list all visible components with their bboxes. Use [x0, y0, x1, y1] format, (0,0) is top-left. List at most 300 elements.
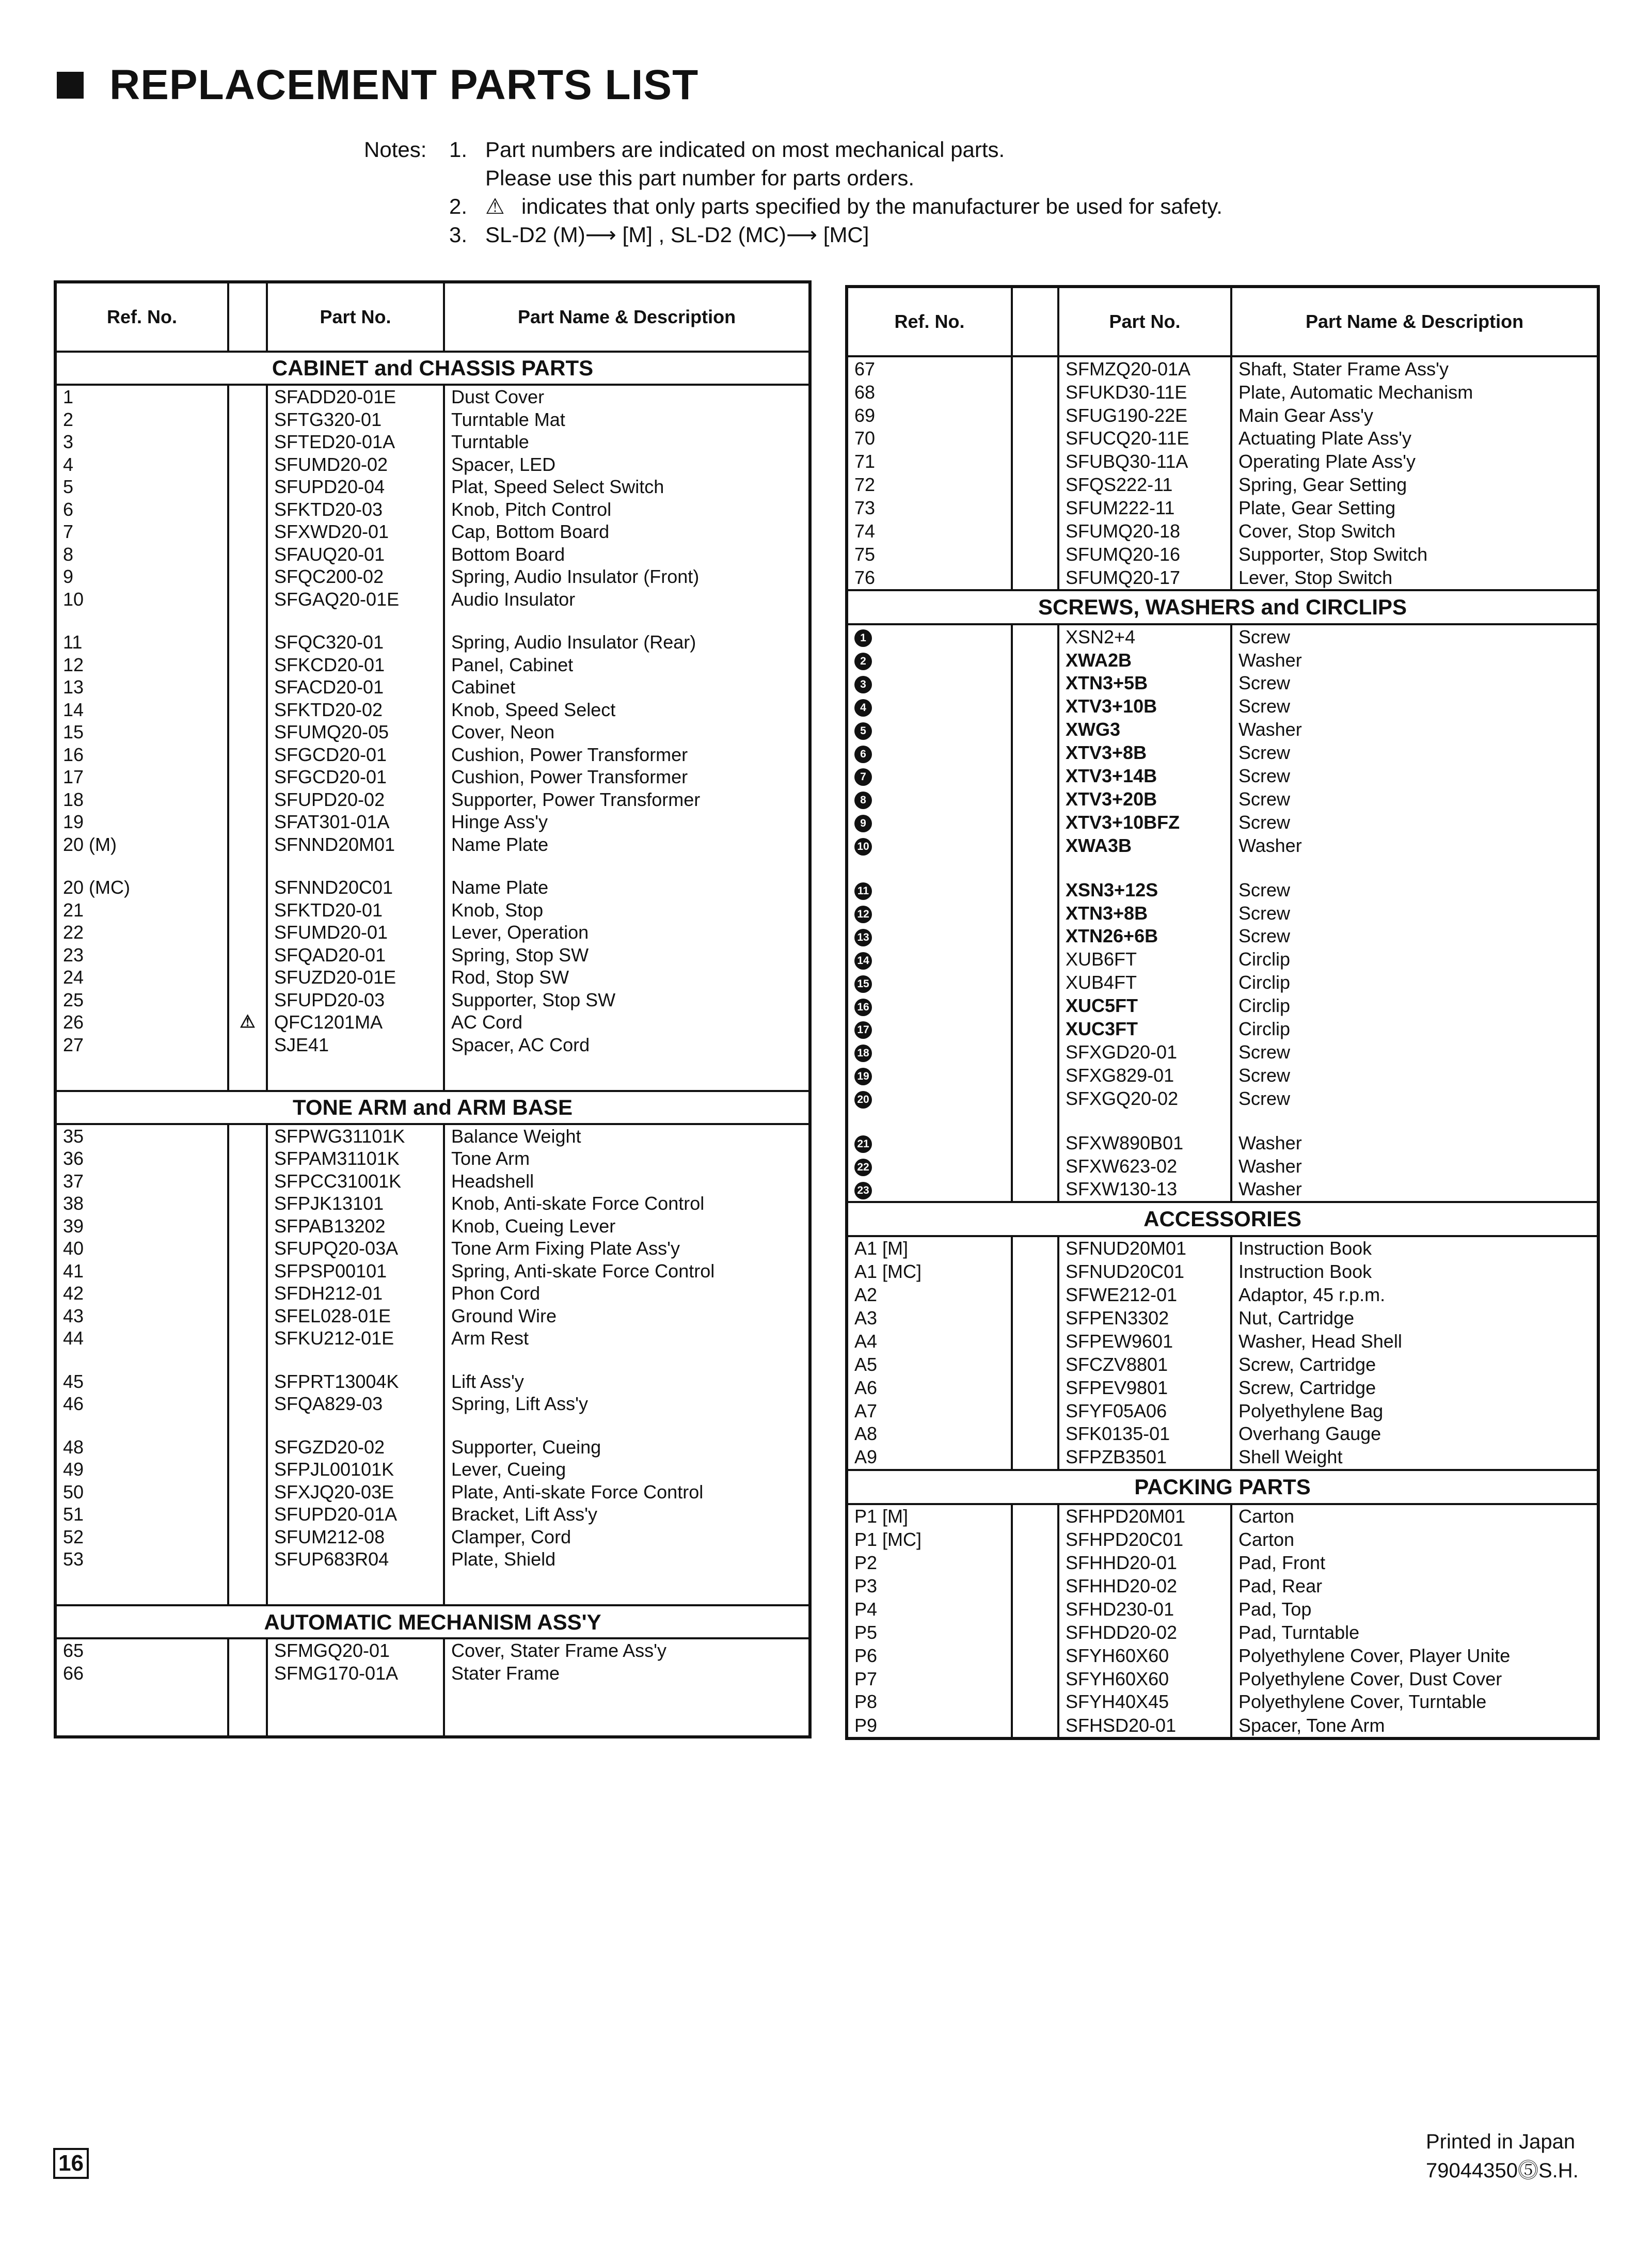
table-row — [55, 631, 810, 654]
table-row — [847, 1528, 1598, 1552]
table-row — [847, 834, 1598, 857]
part-no: SFPAB13202 — [267, 1215, 444, 1238]
header-part-no: Part No. — [267, 282, 444, 352]
safety-mark — [1012, 1446, 1058, 1470]
part-no: SFMGQ20-01 — [267, 1638, 444, 1662]
safety-mark — [1012, 971, 1058, 994]
part-description: Polyethylene Cover, Player Unite — [1238, 1645, 1511, 1666]
part-description: Pad, Top — [1238, 1598, 1312, 1620]
part-no: XWG3 — [1058, 718, 1231, 741]
ref-no: 18 — [55, 788, 228, 811]
part-no: SFQA829-03 — [267, 1393, 444, 1415]
table-row — [55, 1526, 810, 1548]
table-row — [55, 431, 810, 453]
ref-no: 41 — [55, 1260, 228, 1283]
part-description: Screw — [1238, 765, 1291, 786]
table-row — [55, 1282, 810, 1305]
ref-no: 35 — [55, 1124, 228, 1148]
safety-mark — [1012, 1131, 1058, 1155]
part-description: Hinge Ass'y — [451, 811, 548, 832]
safety-mark — [228, 654, 267, 676]
part-description: Clamper, Cord — [451, 1526, 571, 1547]
safety-mark — [228, 811, 267, 833]
part-description: Spring, Anti-skate Force Control — [451, 1260, 715, 1282]
table-row — [55, 1237, 810, 1260]
table-row — [847, 1621, 1598, 1644]
safety-mark — [1012, 1155, 1058, 1178]
table-row — [847, 1644, 1598, 1667]
table-row — [55, 1170, 810, 1193]
safety-mark — [228, 1282, 267, 1305]
header-description: Part Name & Description — [444, 282, 810, 352]
safety-mark — [1012, 878, 1058, 902]
ref-no: 40 — [55, 1237, 228, 1260]
circled-number-icon: 21 — [854, 1135, 872, 1153]
part-no: SFQS222-11 — [1058, 473, 1231, 496]
safety-mark — [1012, 543, 1058, 566]
safety-mark — [228, 788, 267, 811]
safety-mark — [228, 721, 267, 744]
section-title: CABINET and CHASSIS PARTS — [55, 352, 810, 385]
table-row — [847, 381, 1598, 404]
part-no: SFGCD20-01 — [267, 744, 444, 766]
part-description: Plate, Automatic Mechanism — [1238, 381, 1473, 403]
safety-mark — [228, 989, 267, 1011]
part-no: SFKCD20-01 — [267, 654, 444, 676]
table-row — [55, 788, 810, 811]
part-description: Washer, Head Shell — [1238, 1330, 1402, 1352]
safety-mark — [228, 744, 267, 766]
table-row — [55, 588, 810, 611]
ref-no: 38 — [55, 1192, 228, 1215]
ref-no — [847, 1155, 1012, 1178]
safety-mark — [1012, 1714, 1058, 1738]
table-row — [55, 408, 810, 431]
part-description: Screw — [1238, 811, 1291, 833]
ref-no — [847, 811, 1012, 834]
ref-no: A1 [M] — [847, 1236, 1012, 1260]
part-description: Spacer, Tone Arm — [1238, 1714, 1385, 1736]
section-header-row — [55, 352, 810, 385]
ref-no: P2 — [847, 1551, 1012, 1574]
safety-mark — [228, 631, 267, 654]
safety-mark — [1012, 381, 1058, 404]
part-description: Screw — [1238, 902, 1291, 924]
part-description: Instruction Book — [1238, 1261, 1372, 1283]
ref-no: 49 — [55, 1458, 228, 1481]
part-description: Bottom Board — [451, 543, 565, 565]
safety-mark — [1012, 566, 1058, 590]
bullet-square-icon — [57, 72, 84, 99]
table-row — [55, 699, 810, 721]
table-row — [847, 1236, 1598, 1260]
part-description: Washer — [1238, 834, 1302, 856]
ref-no: 72 — [847, 473, 1012, 496]
part-description: Supporter, Power Transformer — [451, 788, 701, 810]
part-description: Screw, Cartridge — [1238, 1353, 1376, 1375]
ref-no: 45 — [55, 1370, 228, 1393]
table-row — [847, 902, 1598, 925]
safety-mark — [228, 1458, 267, 1481]
circled-number-icon: 9 — [854, 815, 872, 832]
section-header-row — [847, 1202, 1598, 1236]
ref-no: A8 — [847, 1422, 1012, 1446]
circled-number-icon: 20 — [854, 1091, 872, 1109]
ref-no: 24 — [55, 966, 228, 989]
part-no: SFUMD20-01 — [267, 921, 444, 944]
part-no: SFUMQ20-18 — [1058, 519, 1231, 543]
part-no: SFXWD20-01 — [267, 520, 444, 543]
header-ref-no: Ref. No. — [847, 287, 1012, 356]
table-row — [55, 476, 810, 498]
part-description: Lift Ass'y — [451, 1370, 524, 1392]
part-description: Turntable Mat — [451, 408, 565, 430]
table-row — [55, 966, 810, 989]
safety-mark — [228, 1192, 267, 1215]
ref-no: A5 — [847, 1353, 1012, 1376]
section-header-row — [847, 1470, 1598, 1504]
part-description: Plate, Gear Setting — [1238, 497, 1396, 518]
filler-row — [55, 1571, 810, 1606]
part-no: XTN3+5B — [1058, 672, 1231, 695]
ref-no: 16 — [55, 744, 228, 766]
ref-no — [847, 902, 1012, 925]
part-description: Pad, Rear — [1238, 1575, 1323, 1596]
ref-no: 44 — [55, 1327, 228, 1350]
part-no: SFNND20C01 — [267, 876, 444, 899]
part-no: SFHPD20M01 — [1058, 1504, 1231, 1528]
safety-mark — [1012, 1306, 1058, 1330]
part-description: Panel, Cabinet — [451, 654, 574, 675]
safety-mark — [1012, 1236, 1058, 1260]
safety-mark — [1012, 1040, 1058, 1064]
part-description: AC Cord — [451, 1011, 523, 1033]
part-no: SFYF05A06 — [1058, 1399, 1231, 1422]
ref-no — [847, 878, 1012, 902]
ref-no: A3 — [847, 1306, 1012, 1330]
table-row — [55, 921, 810, 944]
part-no: SFQC320-01 — [267, 631, 444, 654]
safety-mark — [1012, 1667, 1058, 1690]
circled-number-icon: 16 — [854, 999, 872, 1016]
table-row — [55, 1034, 810, 1056]
part-description: Polyethylene Cover, Dust Cover — [1238, 1668, 1502, 1689]
safety-mark — [228, 766, 267, 788]
ref-no: 20 (M) — [55, 833, 228, 856]
table-row — [847, 1155, 1598, 1178]
safety-mark — [1012, 427, 1058, 450]
part-no: SFUPD20-03 — [267, 989, 444, 1011]
safety-mark — [228, 476, 267, 498]
safety-mark — [1012, 1064, 1058, 1087]
table-row — [847, 450, 1598, 473]
part-no: SFMZQ20-01A — [1058, 356, 1231, 381]
part-no: SFUZD20-01E — [267, 966, 444, 989]
part-no: SFWE212-01 — [1058, 1284, 1231, 1307]
table-row — [847, 1714, 1598, 1738]
part-description: Spacer, AC Cord — [451, 1034, 590, 1055]
table-row — [847, 787, 1598, 811]
part-description: Instruction Book — [1238, 1238, 1372, 1259]
table-row — [847, 1017, 1598, 1040]
safety-mark — [228, 520, 267, 543]
safety-mark — [1012, 1574, 1058, 1598]
part-no: SFDH212-01 — [267, 1282, 444, 1305]
part-no: SFTED20-01A — [267, 431, 444, 453]
note-3: 3. SL-D2 (M)⟶ [M] , SL-D2 (MC)⟶ [MC] — [449, 223, 869, 247]
part-no: SFPRT13004K — [267, 1370, 444, 1393]
part-no: SFGZD20-02 — [267, 1436, 444, 1459]
circled-number-icon: 18 — [854, 1045, 872, 1062]
safety-mark — [228, 1393, 267, 1415]
part-no: SFPJL00101K — [267, 1458, 444, 1481]
safety-mark — [228, 833, 267, 856]
warning-triangle-icon: ⚠ — [485, 194, 505, 218]
part-description: Dust Cover — [451, 386, 545, 407]
section-header-row — [55, 1091, 810, 1124]
ref-no: 66 — [55, 1662, 228, 1685]
part-description: Bracket, Lift Ass'y — [451, 1504, 597, 1525]
safety-mark — [228, 1662, 267, 1685]
safety-mark — [1012, 1399, 1058, 1422]
part-no: SFXG829-01 — [1058, 1064, 1231, 1087]
safety-mark — [228, 1548, 267, 1571]
ref-no: 2 — [55, 408, 228, 431]
part-description: Ground Wire — [451, 1305, 557, 1326]
part-description: Lever, Operation — [451, 922, 589, 943]
part-description: Headshell — [451, 1170, 534, 1192]
part-description: Screw — [1238, 1087, 1291, 1109]
part-no: SFUMD20-02 — [267, 453, 444, 476]
part-no: SFUPD20-02 — [267, 788, 444, 811]
part-description: Circlip — [1238, 972, 1291, 993]
part-no: SFHDD20-02 — [1058, 1621, 1231, 1644]
ref-no: 65 — [55, 1638, 228, 1662]
part-description: Name Plate — [451, 877, 549, 898]
note-1-cont: Please use this part number for parts orders. — [485, 166, 915, 190]
ref-no: 20 (MC) — [55, 876, 228, 899]
table-row — [55, 654, 810, 676]
part-no: QFC1201MA — [267, 1011, 444, 1034]
ref-no: 69 — [847, 404, 1012, 427]
part-no: SFHHD20-01 — [1058, 1551, 1231, 1574]
table-row — [847, 1284, 1598, 1307]
circled-number-icon: 22 — [854, 1159, 872, 1176]
table-row — [847, 496, 1598, 519]
section-title: TONE ARM and ARM BASE — [55, 1091, 810, 1124]
safety-mark — [228, 498, 267, 521]
table-row — [847, 695, 1598, 718]
safety-mark — [1012, 519, 1058, 543]
part-no: SFKU212-01E — [267, 1327, 444, 1350]
part-no: SFHHD20-02 — [1058, 1574, 1231, 1598]
part-no: SFYH60X60 — [1058, 1667, 1231, 1690]
circled-number-icon: 17 — [854, 1021, 872, 1039]
ref-no — [847, 624, 1012, 649]
part-no: SFHSD20-01 — [1058, 1714, 1231, 1738]
spacer-row — [847, 1110, 1598, 1131]
part-description: Spring, Stop SW — [451, 944, 589, 966]
safety-mark — [1012, 1087, 1058, 1110]
ref-no — [847, 948, 1012, 971]
part-description: Lever, Cueing — [451, 1459, 566, 1480]
note-1: 1. Part numbers are indicated on most mechanical parts. — [449, 137, 1005, 162]
circled-number-icon: 11 — [854, 882, 872, 900]
part-no: SFACD20-01 — [267, 676, 444, 699]
table-row — [847, 649, 1598, 672]
table-row — [847, 1260, 1598, 1284]
part-no: SFPZB3501 — [1058, 1446, 1231, 1470]
part-description: Knob, Cueing Lever — [451, 1215, 616, 1237]
table-row — [847, 1504, 1598, 1528]
safety-mark — [228, 565, 267, 588]
safety-mark — [1012, 718, 1058, 741]
table-row — [847, 427, 1598, 450]
circled-number-icon: 1 — [854, 629, 872, 647]
table-row — [55, 1638, 810, 1662]
section-title: ACCESSORIES — [847, 1202, 1598, 1236]
part-no: SFKTD20-01 — [267, 899, 444, 922]
part-no: XSN3+12S — [1058, 878, 1231, 902]
header-description: Part Name & Description — [1231, 287, 1598, 356]
part-no: SFUPD20-04 — [267, 476, 444, 498]
part-description: Screw — [1238, 672, 1291, 694]
footer-code: 79044350⓹S.H. — [1426, 2159, 1579, 2182]
ref-no: 70 — [847, 427, 1012, 450]
table-row — [55, 543, 810, 566]
part-description: Screw — [1238, 626, 1291, 647]
ref-no: 4 — [55, 453, 228, 476]
part-no: SFUM212-08 — [267, 1526, 444, 1548]
ref-no: 10 — [55, 588, 228, 611]
part-description: Supporter, Stop Switch — [1238, 543, 1428, 565]
part-no: XWA3B — [1058, 834, 1231, 857]
circled-number-icon: 23 — [854, 1182, 872, 1199]
part-description: Polyethylene Bag — [1238, 1400, 1384, 1421]
part-description: Plat, Speed Select Switch — [451, 476, 664, 497]
safety-mark — [1012, 1284, 1058, 1307]
safety-mark — [228, 431, 267, 453]
part-description: Screw — [1238, 925, 1291, 947]
part-description: Spring, Lift Ass'y — [451, 1393, 588, 1415]
part-no: SFPWG31101K — [267, 1124, 444, 1148]
ref-no: 14 — [55, 699, 228, 721]
part-description: Plate, Shield — [451, 1548, 556, 1570]
safety-mark — [228, 453, 267, 476]
table-row — [847, 878, 1598, 902]
circled-number-icon: 10 — [854, 838, 872, 856]
part-description: Washer — [1238, 1132, 1302, 1153]
ref-no: 6 — [55, 498, 228, 521]
ref-no: 8 — [55, 543, 228, 566]
ref-no: P6 — [847, 1644, 1012, 1667]
part-no: SFPEV9801 — [1058, 1376, 1231, 1399]
table-row — [55, 1393, 810, 1415]
part-description: Carton — [1238, 1529, 1295, 1551]
part-description: Screw — [1238, 879, 1291, 900]
ref-no: 50 — [55, 1481, 228, 1504]
table-row — [55, 385, 810, 408]
part-no: SFUCQ20-11E — [1058, 427, 1231, 450]
part-no: SFADD20-01E — [267, 385, 444, 408]
notes-label: Notes: — [364, 137, 427, 162]
table-row — [847, 1131, 1598, 1155]
part-description: Cap, Bottom Board — [451, 521, 610, 542]
ref-no — [847, 925, 1012, 948]
table-row — [847, 764, 1598, 787]
part-description: Washer — [1238, 649, 1302, 671]
safety-mark — [228, 1481, 267, 1504]
safety-mark — [1012, 496, 1058, 519]
table-row — [55, 1458, 810, 1481]
ref-no: P8 — [847, 1690, 1012, 1714]
ref-no: 26 — [55, 1011, 228, 1034]
safety-mark — [228, 699, 267, 721]
page-number: 16 — [53, 2148, 89, 2179]
part-no: SFPEN3302 — [1058, 1306, 1231, 1330]
table-row — [847, 718, 1598, 741]
part-no: SFK0135-01 — [1058, 1422, 1231, 1446]
part-description: Supporter, Stop SW — [451, 989, 616, 1010]
safety-mark — [1012, 1644, 1058, 1667]
safety-mark — [228, 543, 267, 566]
ref-no: 12 — [55, 654, 228, 676]
part-no: SFCZV8801 — [1058, 1353, 1231, 1376]
part-description: Shell Weight — [1238, 1446, 1343, 1468]
table-row — [847, 1574, 1598, 1598]
spacer-row — [55, 1415, 810, 1436]
safety-mark — [1012, 1504, 1058, 1528]
ref-no: 53 — [55, 1548, 228, 1571]
ref-no: 15 — [55, 721, 228, 744]
part-description: Washer — [1238, 1155, 1302, 1177]
table-row — [847, 741, 1598, 764]
ref-no: 5 — [55, 476, 228, 498]
ref-no: P5 — [847, 1621, 1012, 1644]
table-row — [55, 1370, 810, 1393]
part-description: Audio Insulator — [451, 588, 576, 610]
part-no: SFYH60X60 — [1058, 1644, 1231, 1667]
part-description: Phon Cord — [451, 1283, 541, 1304]
part-description: Knob, Pitch Control — [451, 498, 612, 520]
part-no: SFAUQ20-01 — [267, 543, 444, 566]
part-description: Washer — [1238, 1178, 1302, 1200]
ref-no — [847, 1087, 1012, 1110]
table-row — [847, 1690, 1598, 1714]
safety-mark — [1012, 473, 1058, 496]
ref-no: 76 — [847, 566, 1012, 590]
safety-mark — [1012, 948, 1058, 971]
part-description: Spacer, LED — [451, 453, 556, 475]
safety-mark — [1012, 404, 1058, 427]
ref-no: 37 — [55, 1170, 228, 1193]
part-description: Tone Arm — [451, 1148, 530, 1169]
ref-no: P4 — [847, 1598, 1012, 1621]
table-row — [847, 356, 1598, 381]
table-row — [55, 989, 810, 1011]
spacer-row — [847, 857, 1598, 878]
table-row — [55, 565, 810, 588]
table-row — [55, 721, 810, 744]
footer — [1426, 2127, 1579, 2185]
table-row — [55, 1503, 810, 1526]
circled-number-icon: 5 — [854, 722, 872, 740]
safety-mark — [1012, 834, 1058, 857]
safety-mark — [1012, 1551, 1058, 1574]
part-no: SFUKD30-11E — [1058, 381, 1231, 404]
ref-no: P1 [M] — [847, 1504, 1012, 1528]
ref-no: 51 — [55, 1503, 228, 1526]
